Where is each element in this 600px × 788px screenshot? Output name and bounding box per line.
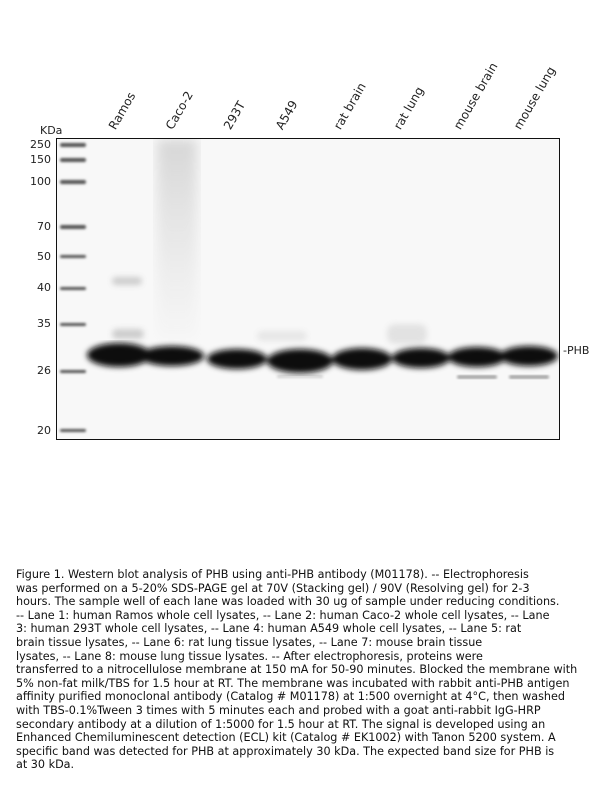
- lane-smear: [157, 139, 197, 339]
- marker-label: 150: [30, 153, 51, 166]
- lane-label: Caco-2: [162, 88, 196, 132]
- lane-label: 293T: [220, 98, 249, 132]
- marker-label: 50: [37, 250, 51, 263]
- lane-label: A549: [272, 98, 301, 132]
- lane-label: mouse brain: [450, 60, 501, 133]
- phb-band-label: -PHB: [563, 344, 590, 357]
- blot-membrane: [56, 138, 560, 440]
- marker-label: 26: [37, 364, 51, 377]
- marker-label: 70: [37, 220, 51, 233]
- marker-label: 20: [37, 424, 51, 437]
- marker-label: 35: [37, 317, 51, 330]
- figure-caption: Figure 1. Western blot analysis of PHB using anti-PHB antibody (M01178). -- Electrophoresis was performed on a 5-20% SDS-PAGE gel at 70V (Stacking gel) / 90V (Resolving gel) for 2-3 hours. The sample well of each lane was loaded with 30 ug of sample under reducing conditions. -- Lane 1: human Ramos whole cell lysates, -- Lane 2: human Caco-2 whole cell lysates, -- Lane 3: human 293T whole cell lysates, -- Lane 4: human A549 whole cell lysates, -- Lane 5: rat brain tissue lysates, -- Lane 6: rat lung tissue lysates, -- Lane 7: mouse brain tissue lysates, -- Lane 8: mouse lung tissue lysates. -- After electrophoresis, proteins were transferred to a nitrocellulose membrane at 150 mA for 50-90 minutes. Blocked the membrane with 5% non-fat milk/TBS for 1.5 hour at RT. The membrane was incubated with rabbit anti-PHB antigen affinity purified monoclonal antibody (Catalog # M01178) at 1:500 overnight at 4°C, then washed with TBS-0.1%Tween 3 times with 5 minutes each and probed with a goat anti-rabbit IgG-HRP secondary antibody at a dilution of 1:5000 for 1.5 hour at RT. The signal is developed using an Enhanced Chemiluminescent detection (ECL) kit (Catalog # EK1002) with Tanon 5200 system. A specific band was detected for PHB at approximately 30 kDa. The expected band size for PHB is at 30 kDa.: [16, 568, 578, 772]
- marker-label: 250: [30, 138, 51, 151]
- lane-label: mouse lung: [510, 64, 559, 132]
- kda-unit-label: KDa: [40, 124, 63, 137]
- lane-label: rat lung: [390, 84, 427, 132]
- marker-label: 100: [30, 175, 51, 188]
- blot-image: [57, 139, 559, 439]
- marker-label: 40: [37, 281, 51, 294]
- lane-label: Ramos: [105, 89, 139, 132]
- lane-label: rat brain: [330, 80, 369, 132]
